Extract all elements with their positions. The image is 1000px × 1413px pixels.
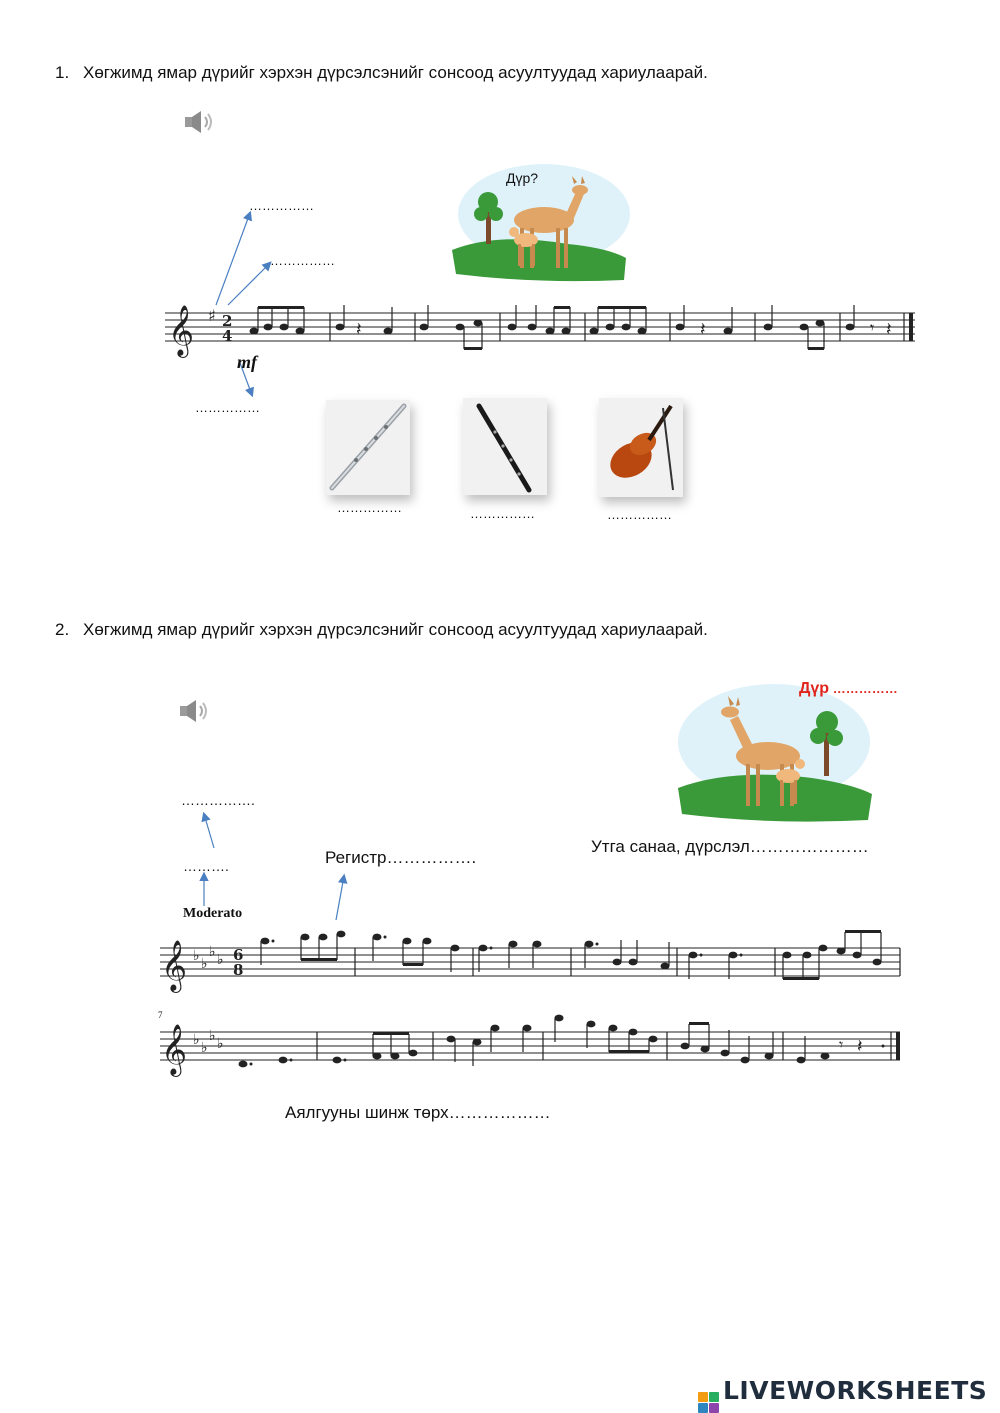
question-number: 2.	[55, 620, 70, 639]
dynamic-marking: mf	[237, 352, 257, 372]
svg-text:2: 2	[222, 312, 233, 330]
instrument-answer-blank-3[interactable]: ……………	[607, 507, 672, 522]
question-2-title	[55, 620, 708, 640]
speaker-icon[interactable]	[183, 108, 217, 136]
scene-question-label: Дүр?	[506, 170, 539, 186]
svg-text:♭: ♭	[217, 1036, 224, 1052]
svg-text:♭: ♭	[193, 948, 200, 964]
character-label	[799, 680, 898, 698]
deer-scene-illustration-2	[672, 680, 877, 825]
svg-text:6: 6	[233, 946, 244, 964]
svg-text:𝄞: 𝄞	[161, 1024, 188, 1075]
speaker-icon[interactable]	[178, 697, 212, 725]
dynamics-answer-blank-2[interactable]: ……………	[270, 253, 335, 268]
instrument-answer-blank-2[interactable]: ……………	[470, 506, 535, 521]
character-label-text: Дүр	[799, 680, 830, 697]
character-answer-blank[interactable]: ……………	[829, 681, 898, 696]
meaning-label[interactable]: Утга санаа, дүрслэл…………………	[591, 837, 869, 856]
violin-icon	[599, 398, 683, 497]
svg-text:𝄞: 𝄞	[161, 940, 188, 991]
tempo-answer-blank-2[interactable]: ……….	[183, 858, 229, 874]
question-number: 1.	[55, 63, 70, 82]
svg-text:𝄞: 𝄞	[168, 305, 195, 356]
dynamics-answer-blank-3[interactable]: ……………	[195, 400, 260, 415]
logo-grid-icon	[698, 1392, 719, 1413]
svg-text:♭: ♭	[193, 1032, 200, 1048]
melody-character-label[interactable]: Аялгууны шинж төрх………………	[285, 1103, 551, 1122]
register-label[interactable]: Регистр…………….	[325, 848, 477, 867]
svg-text:♭: ♭	[201, 956, 208, 972]
svg-text:♭: ♭	[209, 944, 216, 960]
oboe-icon	[463, 398, 547, 495]
svg-text:♭: ♭	[201, 1040, 208, 1056]
dynamics-answer-blank-1[interactable]: ……………	[249, 198, 314, 213]
deer-scene-illustration	[448, 162, 630, 284]
svg-text:𝄾: 𝄾	[870, 318, 875, 337]
tempo-answer-blank-1[interactable]: …………….	[181, 792, 255, 808]
measure-number: 7	[158, 1010, 163, 1020]
liveworksheets-logo	[698, 1376, 987, 1413]
music-staff-3	[155, 1010, 905, 1085]
svg-text:𝄽: 𝄽	[886, 319, 892, 340]
pointer-arrows-2	[190, 810, 360, 925]
svg-text:𝄽: 𝄽	[857, 1036, 863, 1057]
question-text: Хөгжимд ямар дүрийг хэрхэн дүрсэлсэнийг сонсоод асуултуудад хариулаарай.	[83, 63, 708, 82]
svg-text:♭: ♭	[209, 1028, 216, 1044]
flute-icon	[326, 400, 410, 495]
oboe-photo	[463, 398, 547, 495]
instrument-answer-blank-1[interactable]: ……………	[337, 500, 402, 515]
music-staff-2	[155, 920, 905, 995]
svg-text:4: 4	[222, 327, 233, 345]
question-1-title	[55, 63, 708, 83]
brand-name: LIVEWORKSHEETS	[723, 1376, 988, 1405]
violin-photo	[599, 398, 683, 497]
flute-photo	[326, 400, 410, 495]
svg-text:𝄽: 𝄽	[356, 319, 362, 340]
tempo-marking: Moderato	[183, 906, 243, 921]
svg-text:♯: ♯	[208, 306, 216, 325]
svg-text:𝄽: 𝄽	[700, 319, 706, 340]
svg-text:8: 8	[233, 961, 244, 979]
svg-text:♭: ♭	[217, 952, 224, 968]
question-text: Хөгжимд ямар дүрийг хэрхэн дүрсэлсэнийг сонсоод асуултуудад хариулаарай.	[83, 620, 708, 639]
music-staff-1	[160, 293, 922, 363]
svg-text:𝄾: 𝄾	[839, 1035, 844, 1054]
